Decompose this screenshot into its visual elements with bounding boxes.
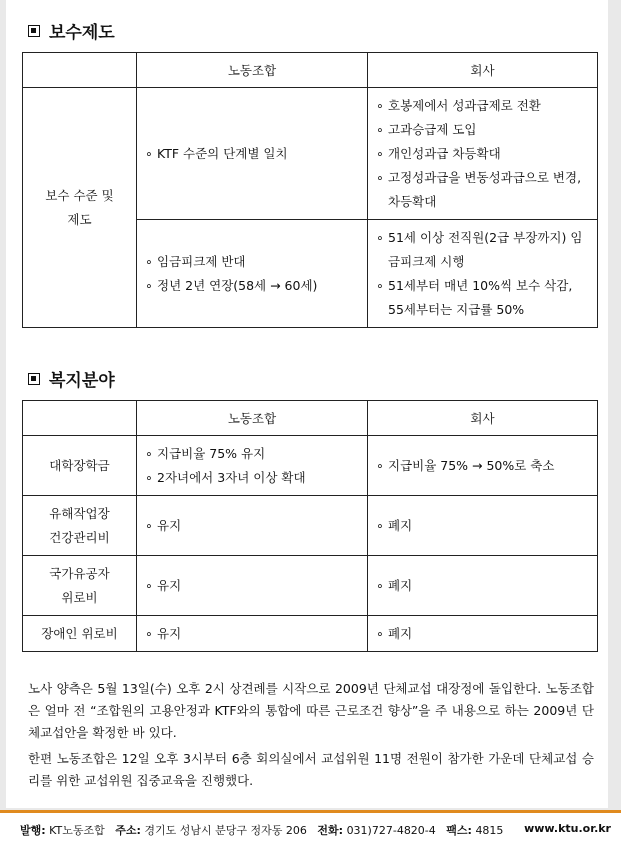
list-item: ∘ 유지: [143, 574, 361, 598]
section-title: 보수제도: [49, 23, 115, 43]
company-cell: [368, 556, 598, 616]
list-item: ∘ 51세부터 매년 10%씩 보수 삭감, 55세부터는 지급률 50%: [374, 274, 591, 322]
row-label: 장애인 위로비: [23, 616, 137, 652]
document-page: [6, 0, 608, 808]
footer: [0, 810, 621, 845]
row-label: 유해작업장 건강관리비: [23, 496, 137, 556]
list-item: ∘ 임금피크제 반대: [143, 250, 361, 274]
list-item: ∘ 51세 이상 전직원(2급 부장까지) 임금피크제 시행: [374, 226, 591, 274]
table-corner: [23, 401, 137, 436]
list-item: ∘ 호봉제에서 성과급제로 전환: [374, 94, 591, 118]
row-label: 대학장학금: [23, 436, 137, 496]
row-label: 보수 수준 및 제도: [23, 88, 137, 328]
company-cell: [368, 88, 598, 220]
list-item: ∘ 고정성과급을 변동성과급으로 변경, 차등확대: [374, 166, 591, 214]
column-header: 회사: [368, 401, 598, 436]
square-bullet-icon: [28, 25, 40, 37]
row-label: 국가유공자 위로비: [23, 556, 137, 616]
body-paragraph: 한편 노동조합은 12일 오후 3시부터 6층 회의실에서 교섭위원 11명 전원이 참가한 가운데 단체교섭 승리를 위한 교섭위원 집중교육을 진행했다.: [28, 751, 594, 788]
table-corner: [23, 53, 137, 88]
publisher: KT노동조합: [49, 824, 105, 837]
union-cell: [137, 616, 368, 652]
section-heading-pay: [28, 18, 115, 43]
square-bullet-icon: [28, 373, 40, 385]
list-item: ∘ 유지: [143, 622, 361, 646]
welfare-table: [22, 400, 598, 652]
section-title: 복지분야: [49, 371, 115, 391]
list-item: ∘ 고과승급제 도입: [374, 118, 591, 142]
website-link[interactable]: www.ktu.or.kr: [524, 822, 611, 835]
list-item: ∘ 폐지: [374, 622, 591, 646]
list-item: ∘ 폐지: [374, 514, 591, 538]
list-item: ∘ 지급비율 75% 유지: [143, 442, 361, 466]
company-cell: [368, 436, 598, 496]
company-cell: [368, 220, 598, 328]
union-cell: [137, 556, 368, 616]
list-item: ∘ 정년 2년 연장(58세 → 60세): [143, 274, 361, 298]
union-cell: [137, 88, 368, 220]
company-cell: [368, 616, 598, 652]
column-header: 회사: [368, 53, 598, 88]
fax: 4815: [475, 824, 504, 837]
section-heading-welfare: [28, 366, 115, 391]
pay-table: [22, 52, 598, 328]
list-item: ∘ 폐지: [374, 574, 591, 598]
union-cell: [137, 436, 368, 496]
list-item: ∘ 유지: [143, 514, 361, 538]
company-cell: [368, 496, 598, 556]
address: 경기도 성남시 분당구 정자동 206: [144, 824, 307, 837]
list-item: ∘ 2자녀에서 3자녀 이상 확대: [143, 466, 361, 490]
body-paragraph: 노사 양측은 5월 13일(수) 오후 2시 상견례를 시작으로 2009년 단체교섭 대장정에 돌입한다. 노동조합은 얼마 전 “조합원의 고용안정과 KTF와의 통합에 따른 근로조건 향상”을 주 내용으로 하는 2009년 단체교섭안을 확정한 바 있다.: [28, 681, 594, 740]
column-header: 노동조합: [137, 53, 368, 88]
list-item: ∘ 개인성과급 차등확대: [374, 142, 591, 166]
union-cell: [137, 496, 368, 556]
footer-info: 발행: KT노동조합 주소: 경기도 성남시 분당구 정자동 206 전화: 031)727-4820-4 팩스: 4815: [20, 824, 504, 837]
list-item: ∘ 지급비율 75% → 50%로 축소: [374, 454, 591, 478]
phone: 031)727-4820-4: [346, 824, 436, 837]
list-item: ∘ KTF 수준의 단계별 일치: [143, 142, 361, 166]
union-cell: [137, 220, 368, 328]
column-header: 노동조합: [137, 401, 368, 436]
